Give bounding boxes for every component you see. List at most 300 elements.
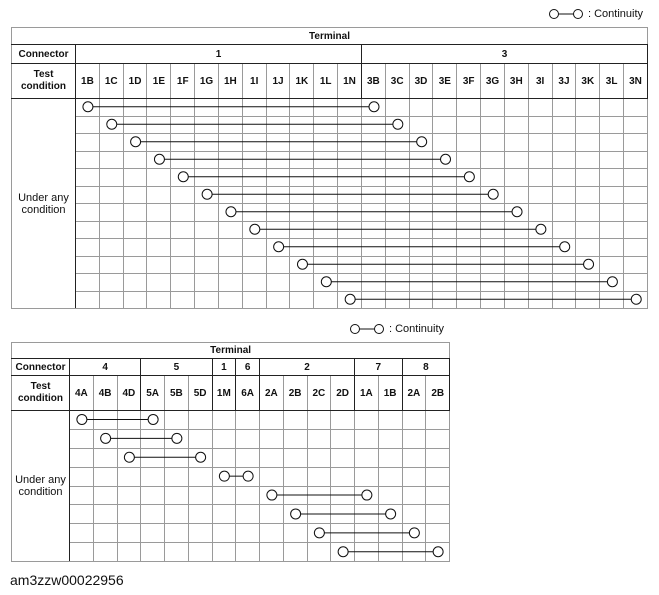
grid-cell [283,524,307,543]
terminal-3G: 3G [481,64,505,99]
grid-cell [355,486,379,505]
grid-cell [147,151,171,169]
terminal-2B: 2B [283,376,307,411]
grid-cell [314,116,338,134]
terminal-1E: 1E [147,64,171,99]
grid-cell [402,524,426,543]
grid-cell [76,186,100,204]
grid-cell [338,204,362,222]
image-id-text: am3zzw00022956 [10,572,124,588]
grid-cell [361,274,385,292]
grid-cell [433,134,457,152]
grid-cell [236,467,260,486]
grid-cell [307,467,331,486]
terminal-2A: 2A [402,376,426,411]
grid-cell [378,543,402,562]
grid-cell [266,256,290,274]
grid-cell [260,429,284,448]
grid-cell [99,116,123,134]
grid-cell [338,221,362,239]
grid-cell [576,186,600,204]
grid-cell [331,505,355,524]
grid-cell [141,543,165,562]
grid-cell [76,221,100,239]
grid-cell [314,169,338,187]
grid-cell [242,239,266,257]
grid-cell [260,505,284,524]
grid-cell [117,543,141,562]
grid-cell [481,274,505,292]
terminal-4D: 4D [117,376,141,411]
grid-cell [76,116,100,134]
grid-cell [260,467,284,486]
grid-cell [385,134,409,152]
terminal-5A: 5A [141,376,165,411]
terminal-1K: 1K [290,64,314,99]
grid-cell [433,116,457,134]
grid-cell [70,524,94,543]
grid-cell [93,543,117,562]
grid-cell [266,186,290,204]
grid-cell [242,186,266,204]
grid-cell [147,134,171,152]
terminal-3K: 3K [576,64,600,99]
grid-cell [123,256,147,274]
grid-cell [624,134,648,152]
grid-cell [528,256,552,274]
grid-cell [171,186,195,204]
grid-cell [552,169,576,187]
grid-cell [426,543,450,562]
grid-cell [426,486,450,505]
grid-cell [93,429,117,448]
connector-group-6: 6 [236,359,260,376]
grid-cell [338,256,362,274]
grid-cell [290,134,314,152]
grid-cell [338,274,362,292]
grid-cell [378,486,402,505]
terminal-3D: 3D [409,64,433,99]
grid-cell [385,274,409,292]
grid-cell [218,134,242,152]
grid-cell [93,467,117,486]
grid-cell [212,524,236,543]
grid-cell [504,274,528,292]
grid-cell [378,429,402,448]
grid-cell [426,448,450,467]
grid-cell [576,169,600,187]
grid-cell [600,99,624,117]
grid-cell [117,467,141,486]
grid-cell [331,524,355,543]
grid-cell [307,543,331,562]
grid-cell [409,239,433,257]
grid-cell [141,411,165,430]
grid-cell [141,467,165,486]
grid-cell [433,99,457,117]
grid-cell [314,291,338,309]
grid-cell [218,239,242,257]
grid-cell [481,99,505,117]
grid-cell [266,134,290,152]
grid-cell [552,151,576,169]
grid-cell [426,467,450,486]
grid-cell [402,411,426,430]
grid-cell [218,256,242,274]
terminal-3E: 3E [433,64,457,99]
grid-cell [242,291,266,309]
terminal-2A: 2A [260,376,284,411]
grid-cell [188,486,212,505]
terminal-1L: 1L [314,64,338,99]
grid-cell [402,429,426,448]
grid-cell [355,467,379,486]
grid-cell [242,221,266,239]
grid-cell [457,239,481,257]
grid-cell [624,291,648,309]
grid-cell [457,256,481,274]
grid-cell [433,169,457,187]
grid-cell [171,151,195,169]
grid-cell [195,256,219,274]
connector-group-1: 1 [76,45,362,64]
grid-cell [409,274,433,292]
terminal-1D: 1D [123,64,147,99]
grid-cell [385,204,409,222]
grid-cell [117,448,141,467]
terminal-header: Terminal [12,28,648,45]
grid-cell [195,186,219,204]
grid-cell [218,186,242,204]
grid-cell [195,204,219,222]
grid-cell [290,99,314,117]
grid-cell [576,221,600,239]
terminal-3B: 3B [361,64,385,99]
grid-cell [433,256,457,274]
grid-cell [314,99,338,117]
grid-cell [117,524,141,543]
grid-cell [99,256,123,274]
grid-cell [552,256,576,274]
grid-cell [361,256,385,274]
grid-cell [576,256,600,274]
connector-group-5: 5 [141,359,212,376]
grid-cell [433,204,457,222]
grid-cell [504,204,528,222]
grid-cell [402,505,426,524]
grid-cell [307,411,331,430]
terminal-3C: 3C [385,64,409,99]
grid-cell [409,204,433,222]
grid-cell [481,291,505,309]
grid-cell [117,486,141,505]
grid-cell [481,169,505,187]
grid-cell [117,505,141,524]
grid-cell [576,134,600,152]
grid-cell [290,274,314,292]
terminal-6A: 6A [236,376,260,411]
grid-cell [290,151,314,169]
terminal-2B: 2B [426,376,450,411]
grid-cell [314,204,338,222]
grid-cell [218,169,242,187]
grid-cell [218,291,242,309]
grid-cell [242,169,266,187]
grid-cell [212,429,236,448]
grid-cell [552,186,576,204]
grid-cell [504,239,528,257]
connector-label: Connector [12,359,70,376]
grid-cell [165,411,189,430]
grid-cell [218,151,242,169]
grid-cell [457,221,481,239]
grid-cell [338,151,362,169]
terminal-3F: 3F [457,64,481,99]
grid-cell [409,134,433,152]
grid-cell [355,543,379,562]
grid-cell [99,151,123,169]
grid-cell [314,186,338,204]
grid-cell [433,291,457,309]
grid-cell [123,239,147,257]
grid-cell [165,524,189,543]
grid-cell [123,134,147,152]
grid-cell [481,134,505,152]
grid-cell [70,411,94,430]
grid-cell [242,99,266,117]
test-condition-label: Test condition [12,64,76,99]
grid-cell [457,116,481,134]
grid-cell [433,186,457,204]
grid-cell [504,99,528,117]
grid-cell [195,239,219,257]
grid-cell [552,116,576,134]
grid-cell [236,524,260,543]
grid-cell [481,116,505,134]
grid-cell [242,274,266,292]
grid-cell [624,239,648,257]
grid-cell [188,505,212,524]
grid-cell [188,543,212,562]
grid-cell [504,291,528,309]
grid-cell [528,186,552,204]
terminal-2C: 2C [307,376,331,411]
grid-cell [290,169,314,187]
grid-cell [242,151,266,169]
grid-cell [314,134,338,152]
terminal-1A: 1A [355,376,379,411]
grid-cell [426,524,450,543]
grid-cell [355,411,379,430]
grid-cell [338,239,362,257]
grid-cell [290,239,314,257]
grid-cell [338,186,362,204]
grid-cell [242,116,266,134]
terminal-header: Terminal [12,343,450,359]
grid-cell [123,151,147,169]
grid-cell [426,411,450,430]
grid-cell [481,256,505,274]
grid-cell [195,134,219,152]
grid-cell [481,221,505,239]
grid-cell [266,239,290,257]
terminal-5D: 5D [188,376,212,411]
grid-cell [314,256,338,274]
grid-cell [93,505,117,524]
grid-cell [576,99,600,117]
grid-cell [218,204,242,222]
grid-cell [141,429,165,448]
grid-cell [409,169,433,187]
grid-cell [99,221,123,239]
grid-cell [385,256,409,274]
grid-cell [99,239,123,257]
grid-cell [283,467,307,486]
grid-cell [99,99,123,117]
grid-cell [338,169,362,187]
grid-cell [528,221,552,239]
connector-group-2: 2 [260,359,355,376]
grid-cell [457,99,481,117]
grid-cell [236,411,260,430]
grid-cell [236,486,260,505]
grid-cell [171,169,195,187]
grid-cell [283,486,307,505]
terminal-1N: 1N [338,64,362,99]
grid-cell [93,448,117,467]
grid-cell [361,169,385,187]
grid-cell [188,448,212,467]
grid-cell [283,543,307,562]
grid-cell [433,151,457,169]
grid-cell [552,291,576,309]
terminal-1J: 1J [266,64,290,99]
grid-cell [260,486,284,505]
grid-cell [402,467,426,486]
grid-cell [147,116,171,134]
grid-cell [378,505,402,524]
grid-cell [70,486,94,505]
grid-cell [314,151,338,169]
grid-cell [70,429,94,448]
grid-cell [576,204,600,222]
grid-cell [385,221,409,239]
grid-cell [266,221,290,239]
grid-cell [331,448,355,467]
grid-cell [528,116,552,134]
grid-cell [290,256,314,274]
grid-cell [123,291,147,309]
grid-cell [457,204,481,222]
grid-cell [576,291,600,309]
grid-cell [212,505,236,524]
grid-cell [123,186,147,204]
grid-cell [147,169,171,187]
grid-cell [141,486,165,505]
grid-cell [195,99,219,117]
grid-cell [457,274,481,292]
grid-cell [99,134,123,152]
grid-cell [481,186,505,204]
grid-cell [528,134,552,152]
grid-cell [331,486,355,505]
grid-cell [76,274,100,292]
grid-cell [600,151,624,169]
grid-cell [99,169,123,187]
connector-group-7: 7 [355,359,403,376]
grid-cell [552,134,576,152]
legend-label: : Continuity [389,323,445,335]
grid-cell [331,467,355,486]
grid-cell [236,543,260,562]
terminal-1M: 1M [212,376,236,411]
terminal-1H: 1H [218,64,242,99]
grid-cell [409,186,433,204]
grid-cell [385,169,409,187]
grid-cell [195,274,219,292]
grid-cell [171,274,195,292]
grid-cell [242,256,266,274]
grid-cell [123,274,147,292]
grid-cell [188,467,212,486]
connector-group-8: 8 [402,359,450,376]
grid-cell [528,204,552,222]
grid-cell [402,486,426,505]
terminal-1B: 1B [378,376,402,411]
connector-group-3: 3 [361,45,647,64]
grid-cell [123,204,147,222]
grid-cell [260,411,284,430]
grid-cell [600,204,624,222]
terminal-5B: 5B [165,376,189,411]
grid-cell [99,274,123,292]
grid-cell [355,448,379,467]
grid-cell [171,239,195,257]
grid-cell [385,116,409,134]
grid-cell [624,186,648,204]
grid-cell [481,239,505,257]
grid-cell [307,429,331,448]
grid-cell [76,239,100,257]
grid-cell [402,448,426,467]
grid-cell [123,116,147,134]
grid-cell [504,221,528,239]
terminal-1B: 1B [76,64,100,99]
grid-cell [409,221,433,239]
grid-cell [242,204,266,222]
grid-cell [70,467,94,486]
grid-cell [188,411,212,430]
grid-cell [504,151,528,169]
grid-cell [624,151,648,169]
grid-cell [283,505,307,524]
grid-cell [218,274,242,292]
terminal-3J: 3J [552,64,576,99]
grid-cell [624,221,648,239]
legend-label: : Continuity [588,8,644,20]
grid-cell [260,543,284,562]
grid-cell [266,169,290,187]
test-condition-label: Test condition [12,376,70,411]
grid-cell [433,221,457,239]
grid-cell [171,204,195,222]
grid-cell [385,99,409,117]
grid-cell [123,99,147,117]
grid-cell [385,186,409,204]
grid-cell [338,99,362,117]
grid-cell [188,524,212,543]
grid-cell [195,291,219,309]
